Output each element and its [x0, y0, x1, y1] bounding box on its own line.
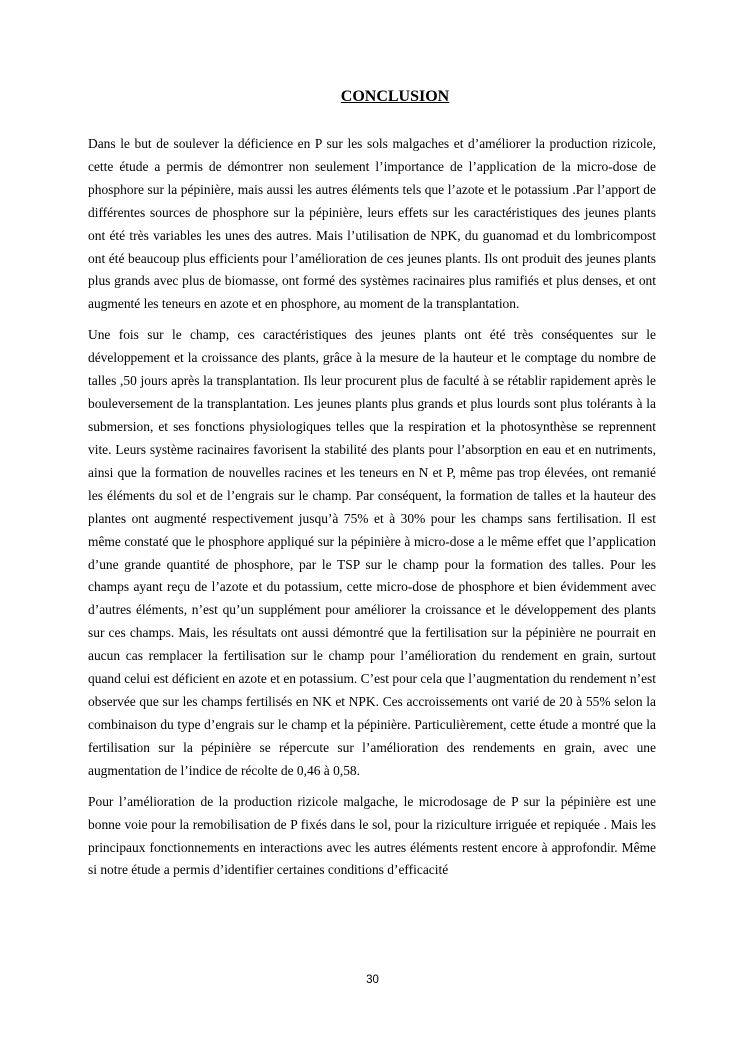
paragraph-1: Dans le but de soulever la déficience en P sur les sols malgaches et d’améliorer la production rizicole, cette étude a permis de démontrer non seulement l’importance de l’application de la micro-dose de phosphore sur la pépinière, mais aussi les autres éléments tels que l’azote et le potassium .Par l’apport de différentes sources de phosphore sur la pépinière, leurs effets sur les caractéristiques des jeunes plants ont été très variables les unes des autres. Mais l’utilisation de NPK, du guanomad et du lombricompost ont été beaucoup plus efficients pour l’amélioration de ces jeunes plants. Ils ont produit des jeunes plants plus grands avec plus de biomasse, ont formé des systèmes racinaires plus ramifiés et plus denses, et ont augmenté les teneurs en azote et en phosphore, au moment de la transplantation.: [88, 136, 656, 312]
paragraph-3: Pour l’amélioration de la production rizicole malgache, le microdosage de P sur la pépinière est une bonne voie pour la remobilisation de P fixés dans le sol, pour la riziculture irriguée et repiquée . Mais les principaux fonctionnements en interactions avec les autres éléments restent encore à approfondir. Même si notre étude a permis d’identifier certaines conditions d’efficacité: [88, 793, 656, 878]
body-text: [88, 133, 656, 891]
page-number: 30: [366, 974, 379, 986]
paragraph-2: Une fois sur le champ, ces caractéristiques des jeunes plants ont été très conséquentes sur le développement et la croissance des plants, grâce à la mesure de la hauteur et le comptage du nombre de talles ,50 jours après la transplantation. Ils leur procurent plus de faculté à se rétablir rapidement après le bouleversement de la transplantation. Les jeunes plants plus grands et plus lourds sont plus tolérants à la submersion, et ses fonctions physiologiques telles que la respiration et la photosynthèse se reprennent vite. Leurs système racinaires favorisent la stabilité des plants pour l’absorption en eau et en nutriments, ainsi que la formation de nouvelles racines et les teneurs en N et P, même pas trop élevées, ont remanié les éléments du sol et de l’engrais sur le champ. Par conséquent, la formation de talles et la hauteur des plantes ont augmenté respectivement jusqu’à 75% et à 30% pour les champs sans fertilisation. Il est même constaté que le phosphore appliqué sur la pépinière à micro-dose a le même effet que l’application d’une grande quantité de phosphore, par le TSP sur le champ pour la formation des talles. Pour les champs ayant reçu de l’azote et du potassium, cette micro-dose de phosphore et bien évidemment avec d’autres éléments, n’est qu’un supplément pour améliorer la croissance et le développement des plants sur ces champs. Mais, les résultats ont aussi démontré que la fertilisation sur la pépinière ne pourrait en aucun cas remplacer la fertilisation sur le champ pour l’amélioration du rendement en grain, surtout quand celui est déficient en azote et en potassium. C’est pour cela que l’augmentation du rendement n’est observée que sur les champs fertilisés en NK et NPK. Ces accroissements ont varié de 20 à 55% selon la combinaison du type d’engrais sur le champ et la pépinière. Particulièrement, cette étude a montré que la fertilisation sur la pépinière se répercute sur l’amélioration des rendements en grain, avec une augmentation de l’indice de récolte de 0,46 à 0,58.: [88, 327, 656, 778]
page-title: CONCLUSION: [340, 88, 450, 105]
